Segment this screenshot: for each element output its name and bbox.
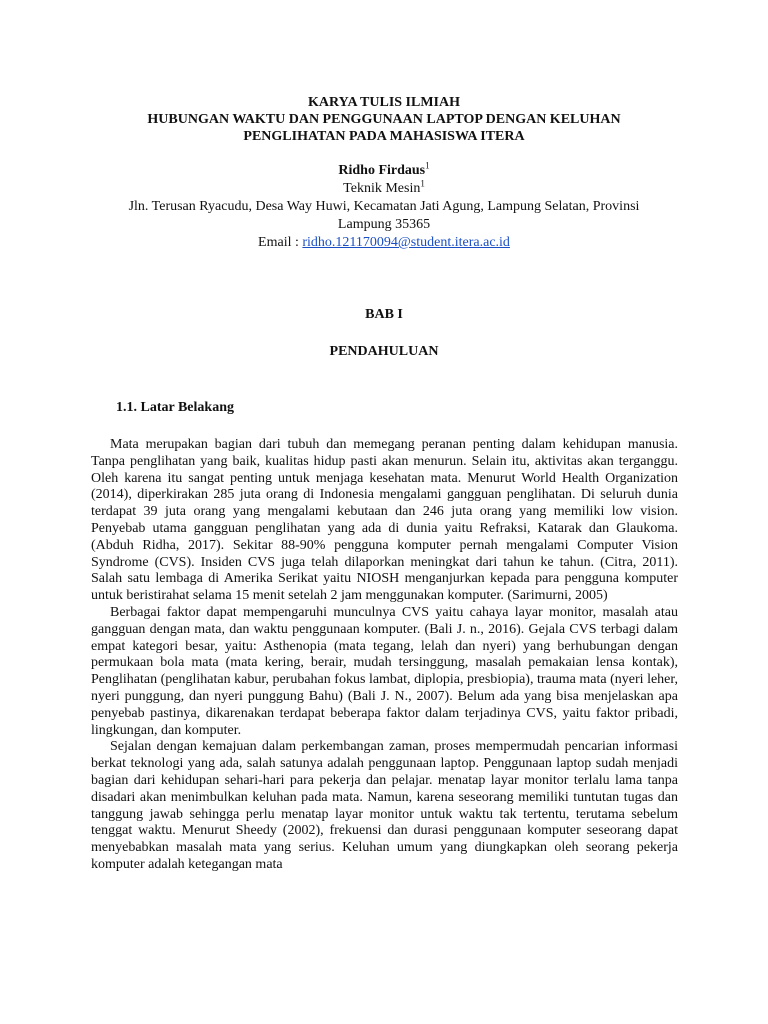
author-name-line — [60, 162, 708, 180]
body-text — [91, 437, 678, 874]
title-line-2: HUBUNGAN WAKTU DAN PENGGUNAAN LAPTOP DENGAN KELUHAN — [147, 112, 621, 127]
paragraph-1: Mata merupakan bagian dari tubuh dan memegang peranan penting dalam kehidupan manusia. Tanpa penglihatan yang baik, kualitas hidup pasti akan menurun. Selain itu, aktivitas akan terganggu. Oleh karena itu sangat penting untuk menjaga kesehatan mata. Menurut World Health Organization (2014), diperkirakan 285 juta orang di Indonesia mengalami gangguan penglihatan. Di seluruh dunia terdapat 39 juta orang yang mengalami kebutaan dan 246 juta orang yang memiliki low vision. Penyebab utama gangguan penglihatan yang ada di dunia yaitu Refraksi, Katarak dan Glaukoma. (Abduh Ridha, 2017). Sekitar 88-90% pengguna komputer pernah mengalami Computer Vision Syndrome (CVS). Insiden CVS juga telah dilaporkan meningkat dari tahun ke tahun. (Citra, 2011). Salah satu lembaga di Amerika Serikat yaitu NIOSH menganjurkan kepada para pengguna komputer untuk beristirahat selama 15 menit setelah 2 jam menggunakan komputer. (Sarimurni, 2005) — [91, 437, 678, 604]
section-heading: 1.1. Latar Belakang — [116, 400, 234, 415]
author-department: Teknik Mesin — [343, 181, 421, 196]
paragraph-3: Sejalan dengan kemajuan dalam perkembangan zaman, proses mempermudah pencarian informasi berkat teknologi yang ada, salah satunya adalah penggunaan laptop. Penggunaan laptop sudah menjadi bagian dari kehidupan sehari-hari para pekerja dan pelajar. menatap layar monitor terlalu lama tanpa disadari akan menimbulkan keluhan pada mata. Namun, karena seseorang memiliki tuntutan tugas dan tanggung jawab sehingga perlu menatap layar monitor untuk waktu tak tertentu, terutama sebelum tenggat waktu. Menurut Sheedy (2002), frekuensi dan durasi penggunaan komputer seseorang dapat menyebabkan masalah mata yang serius. Keluhan umum yang diungkapkan oleh seorang pekerja komputer adalah ketegangan mata — [91, 739, 678, 872]
title-line-3: PENGLIHATAN PADA MAHASISWA ITERA — [243, 129, 525, 144]
author-info — [60, 162, 708, 252]
author-superscript: 1 — [425, 160, 430, 171]
author-name: Ridho Firdaus — [338, 163, 426, 178]
chapter-number: BAB I — [365, 307, 403, 322]
department-superscript: 1 — [420, 178, 425, 189]
chapter-title: PENDAHULUAN — [329, 344, 439, 359]
email-label: Email : — [258, 235, 303, 250]
email-link[interactable]: ridho.121170094@student.itera.ac.id — [302, 235, 510, 250]
paragraph-2: Berbagai faktor dapat mempengaruhi munculnya CVS yaitu cahaya layar monitor, masalah atau gangguan dengan mata, dan waktu penggunaan komputer. (Bali J. n., 2016). Gejala CVS terbagi dalam empat kategori besar, yaitu: Asthenopia (mata tegang, lelah dan nyeri) yang berhubungan dengan permukaan bola mata (mata kering, berair, mudah tersinggung, masalah pemakaian lensa kontak), Penglihatan (penglihatan kabur, perubahan fokus lambat, diplopia, presbiopia), trauma mata (nyeri leher, nyeri punggung, dan nyeri punggung Bahu) (Bali J. N., 2007). Belum ada yang bisa menjelaskan apa penyebab pastinya, dikarenakan terdapat beberapa faktor dalam terjadinya CVS, yaitu faktor pribadi, lingkungan, dan komputer. — [91, 604, 678, 738]
author-address-1: Jln. Terusan Ryacudu, Desa Way Huwi, Kecamatan Jati Agung, Lampung Selatan, Provinsi — [128, 199, 640, 214]
author-address-2: Lampung 35365 — [337, 217, 431, 232]
author-email-line — [60, 234, 708, 252]
document-title — [60, 94, 708, 145]
title-line-1: KARYA TULIS ILMIAH — [308, 95, 460, 110]
author-department-line — [60, 180, 708, 198]
